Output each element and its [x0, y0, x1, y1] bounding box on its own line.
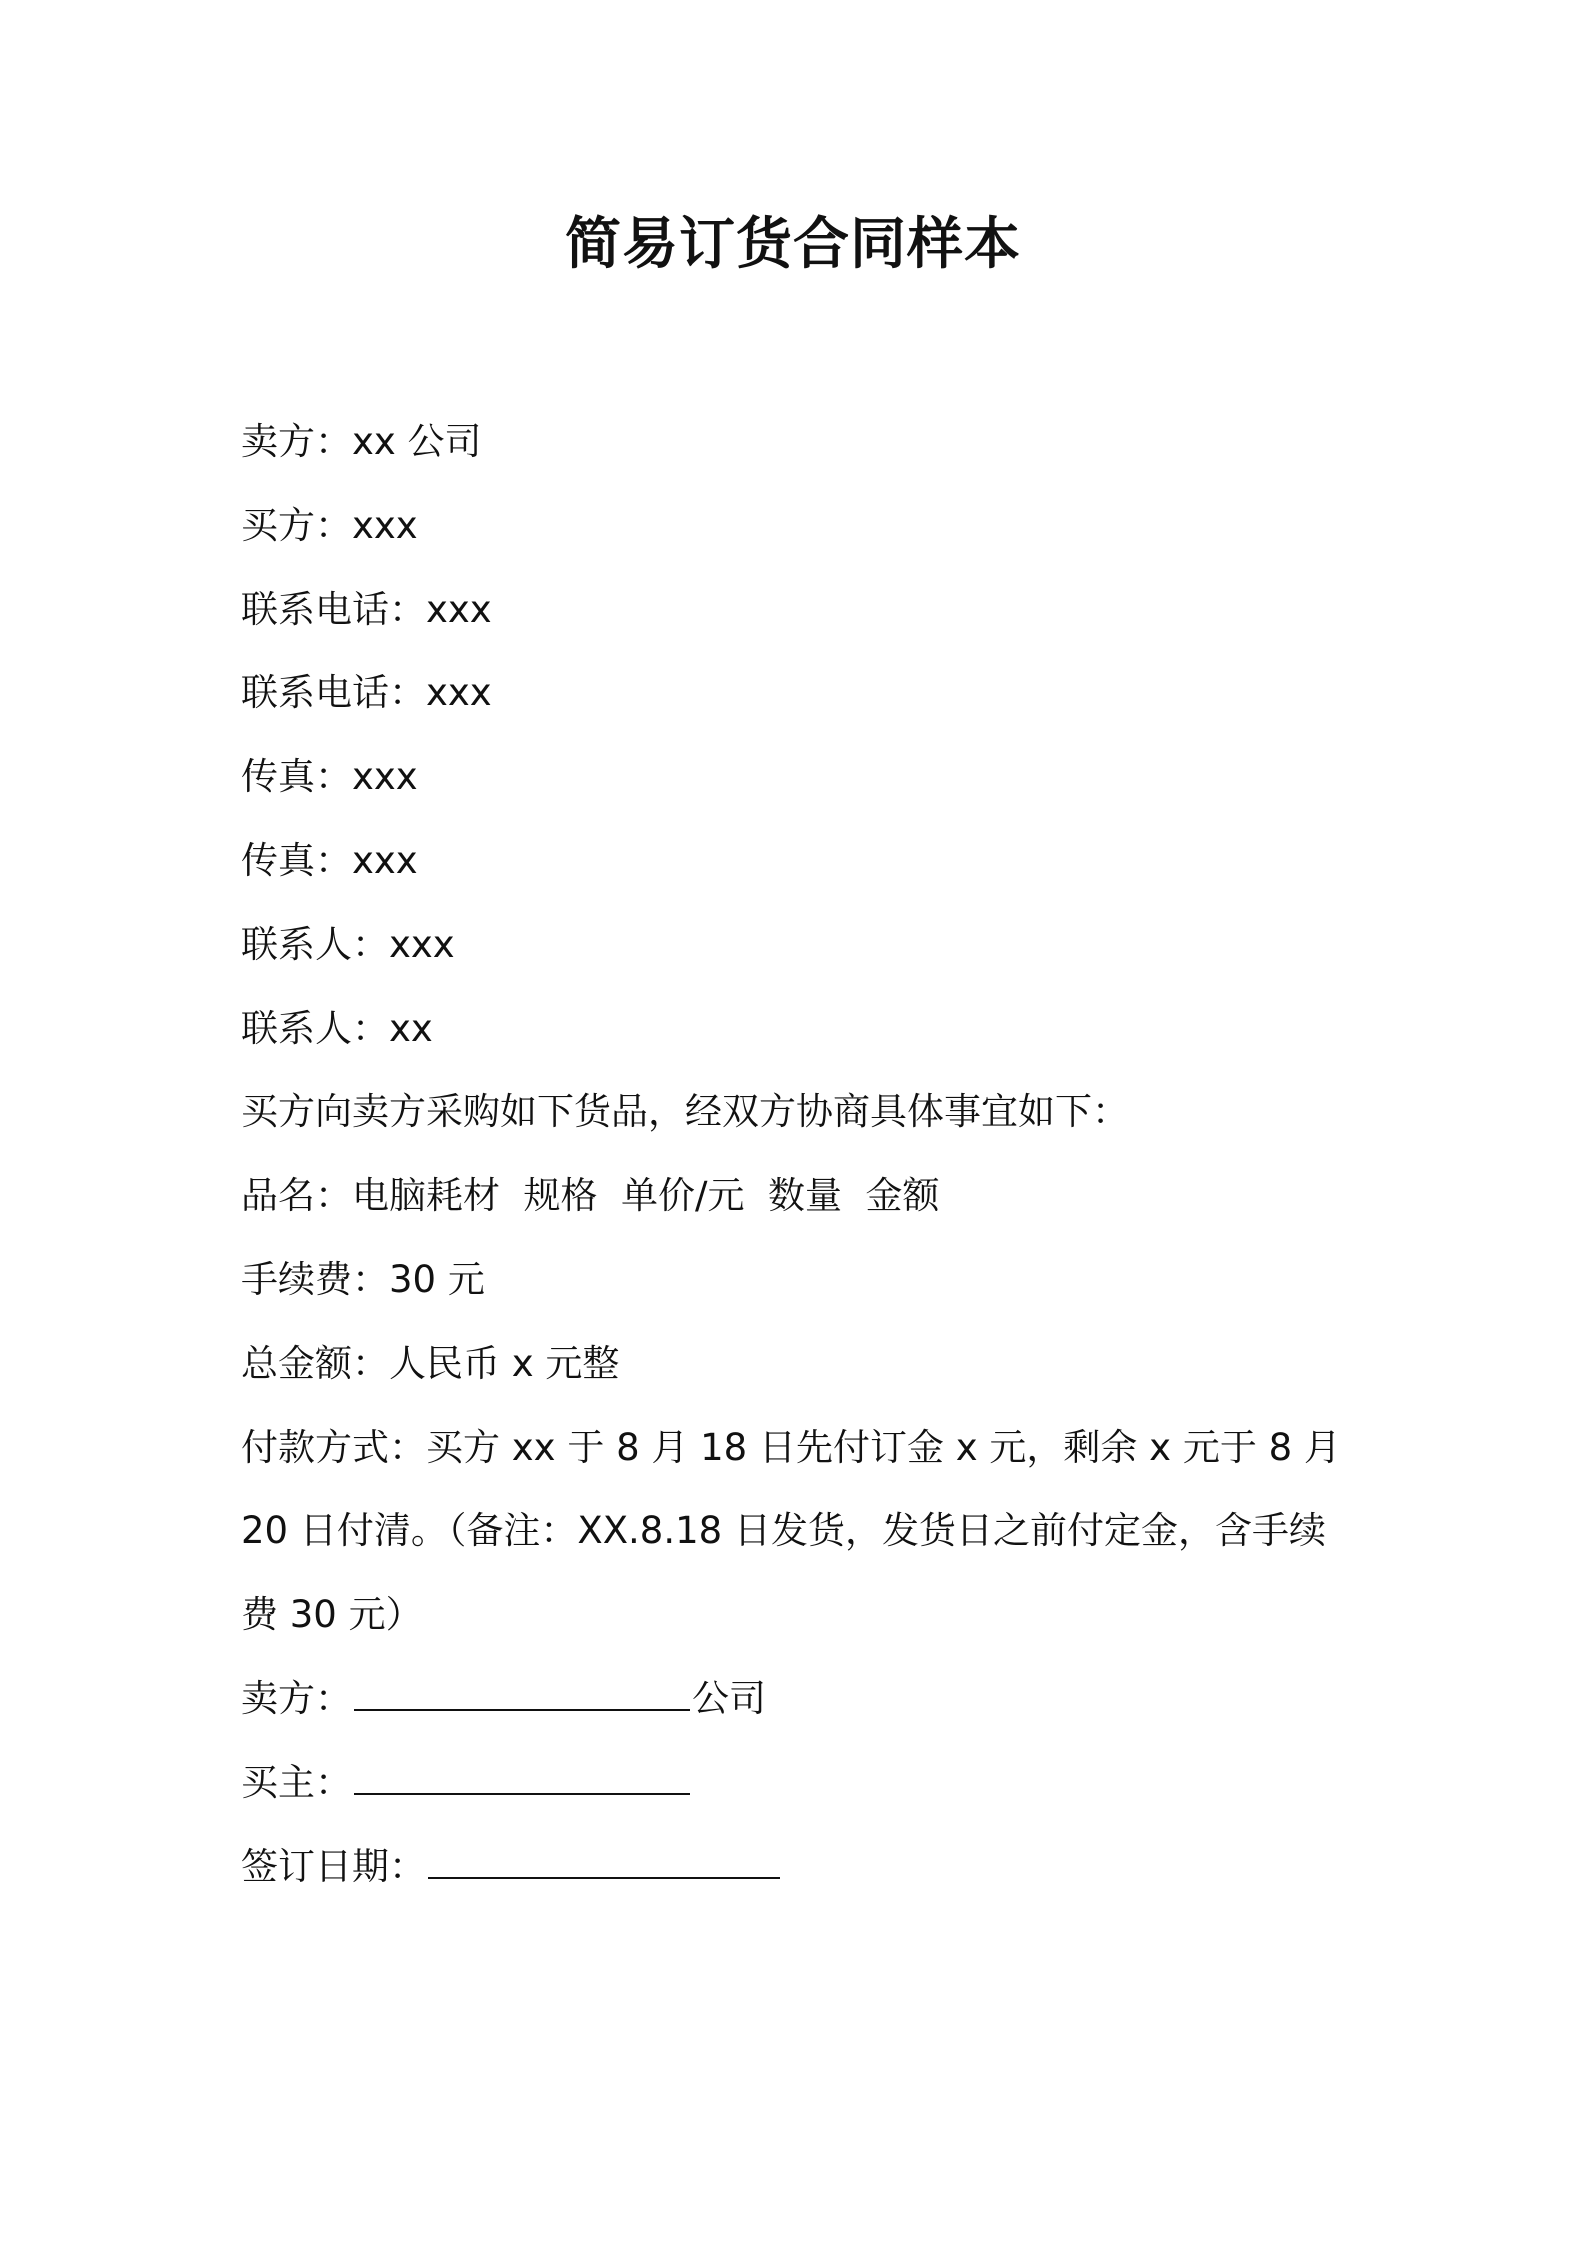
seller-line: 卖方：xx 公司 — [241, 420, 482, 463]
page-title: 简易订货合同样本 — [565, 212, 1021, 277]
contract-body — [241, 400, 1361, 1908]
buyer-line: 买方：xxx — [241, 503, 418, 547]
phone-line-2: 联系电话：xxx — [241, 671, 492, 715]
sign-date-blank — [428, 1847, 780, 1879]
items-line: 品名：电脑耗材 规格 单价/元 数量 金额 — [241, 1174, 940, 1218]
contact-line-2: 联系人：xx — [241, 1006, 433, 1050]
phone-line-1: 联系电话：xxx — [241, 587, 492, 631]
intro-line: 买方向卖方采购如下货品，经双方协商具体事宜如下： — [241, 1090, 1129, 1134]
fax-line-1: 传真：xxx — [241, 755, 418, 799]
payment-paragraph: 付款方式：买方 xx 于 8 月 18 日先付订金 x 元，剩余 x 元于 8 月 20 日付清。（备注：XX.8.18 日发货，发货日之前付定金，含手续费 30 元） — [241, 1425, 1341, 1637]
seller-signature-line — [241, 1657, 1361, 1741]
fax-line-2: 传真：xxx — [241, 838, 418, 882]
sign-date-label: 签订日期： — [241, 1844, 426, 1888]
total-line: 总金额：人民币 x 元整 — [241, 1341, 620, 1385]
seller-signature-suffix: 公司 — [692, 1676, 766, 1720]
seller-signature-label: 卖方： — [241, 1676, 352, 1720]
seller-signature-blank — [354, 1679, 690, 1711]
sign-date-line — [241, 1825, 1361, 1909]
buyer-signature-blank — [354, 1763, 690, 1795]
fee-line: 手续费：30 元 — [241, 1257, 485, 1301]
buyer-signature-line — [241, 1741, 1361, 1825]
contact-line-1: 联系人：xxx — [241, 922, 455, 966]
buyer-signature-label: 买主： — [241, 1760, 352, 1804]
